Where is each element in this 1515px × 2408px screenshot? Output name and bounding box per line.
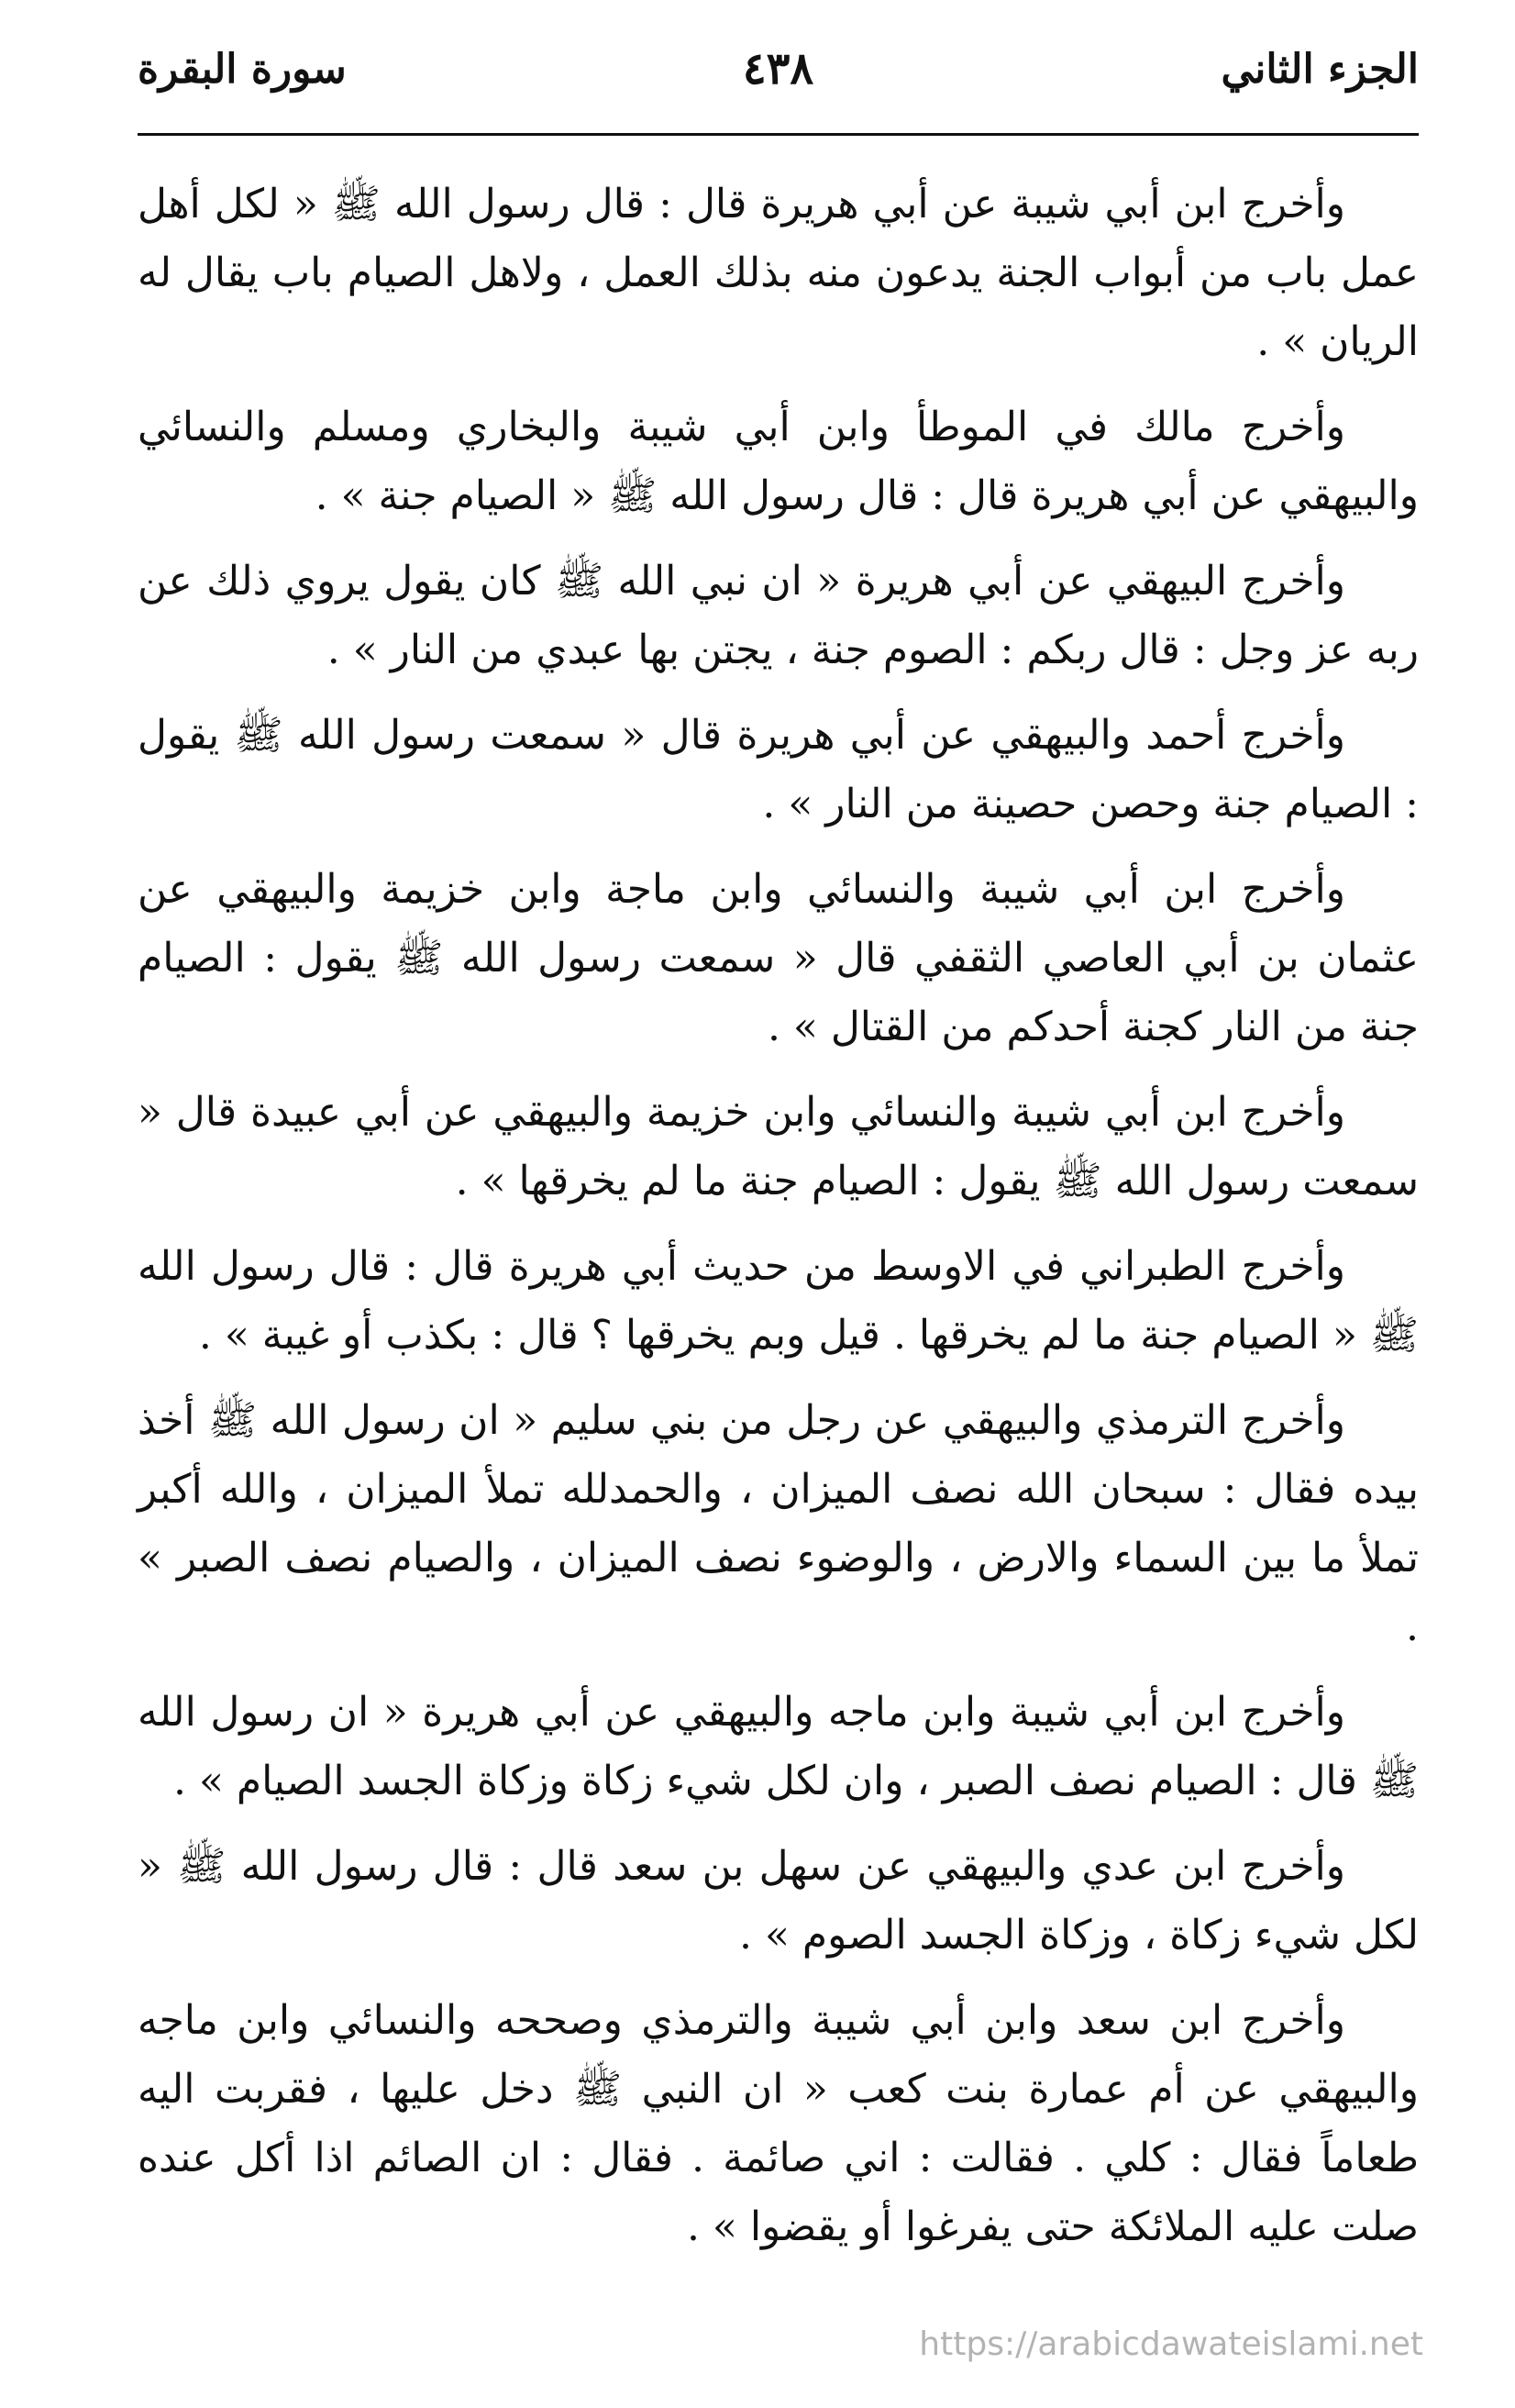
paragraph: وأخرج الطبراني في الاوسط من حديث أبي هريرة قال : قال رسول الله ﷺ « الصيام جنة ما لم يخرقها . قيل وبم يخرقها ؟ قال : بكذب أو غيبة » . — [138, 1243, 1419, 1359]
header-part-title: الجزء الثاني — [1221, 45, 1419, 93]
page-header — [138, 37, 1419, 101]
header-surah-title: سورة البقرة — [138, 45, 347, 93]
paragraph: وأخرج مالك في الموطأ وابن أبي شيبة والبخاري ومسلم والنسائي والبيهقي عن أبي هريرة قال : قال رسول الله ﷺ « الصيام جنة » . — [138, 404, 1419, 519]
paragraph: وأخرج ابن أبي شيبة عن أبي هريرة قال : قال رسول الله ﷺ « لكل أهل عمل باب من أبواب الجنة يدعون منه بذلك العمل ، ولاهل الصيام باب يقال له الريان » . — [138, 181, 1419, 365]
paragraph: وأخرج ابن أبي شيبة والنسائي وابن ماجة وابن خزيمة والبيهقي عن عثمان بن أبي العاصي الثقفي قال « سمعت رسول الله ﷺ يقول : الصيام جنة من النار كجنة أحدكم من القتال » . — [138, 866, 1419, 1050]
header-divider — [138, 133, 1419, 136]
watermark-url: https://arabicdawateislami.net — [919, 2325, 1423, 2363]
paragraph: وأخرج ابن أبي شيبة والنسائي وابن خزيمة والبيهقي عن أبي عبيدة قال « سمعت رسول الله ﷺ يقول : الصيام جنة ما لم يخرقها » . — [138, 1089, 1419, 1204]
paragraph: وأخرج ابن سعد وابن أبي شيبة والترمذي وصححه والنسائي وابن ماجه والبيهقي عن أم عمارة بنت كعب « ان النبي ﷺ دخل عليها ، فقربت اليه طعاماً فقال : كلي . فقالت : اني صائمة . فقال : ان الصائم اذا أكل عنده صلت عليه الملائكة حتى يفرغوا أو يقضوا » . — [138, 1997, 1419, 2250]
paragraph: وأخرج ابن عدي والبيهقي عن سهل بن سعد قال : قال رسول الله ﷺ « لكل شيء زكاة ، وزكاة الجسد الصوم » . — [138, 1843, 1419, 1959]
paragraph: وأخرج الترمذي والبيهقي عن رجل من بني سليم « ان رسول الله ﷺ أخذ بيده فقال : سبحان الله نصف الميزان ، والحمدلله تملأ الميزان ، والله أكبر تملأ ما بين السماء والارض ، والوضوء نصف الميزان ، والصيام نصف الصبر » . — [138, 1397, 1419, 1650]
paragraph: وأخرج البيهقي عن أبي هريرة « ان نبي الله ﷺ كان يقول يروي ذلك عن ربه عز وجل : قال ربكم : الصوم جنة ، يجتن بها عبدي من النار » . — [138, 558, 1419, 673]
paragraph: وأخرج أحمد والبيهقي عن أبي هريرة قال « سمعت رسول الله ﷺ يقول : الصيام جنة وحصن حصينة من النار » . — [138, 712, 1419, 827]
paragraph: وأخرج ابن أبي شيبة وابن ماجه والبيهقي عن أبي هريرة « ان رسول الله ﷺ قال : الصيام نصف الصبر ، وان لكل شيء زكاة وزكاة الجسد الصيام » . — [138, 1689, 1419, 1804]
page-number: ٤٣٨ — [742, 43, 814, 94]
page-body — [138, 170, 1419, 2278]
